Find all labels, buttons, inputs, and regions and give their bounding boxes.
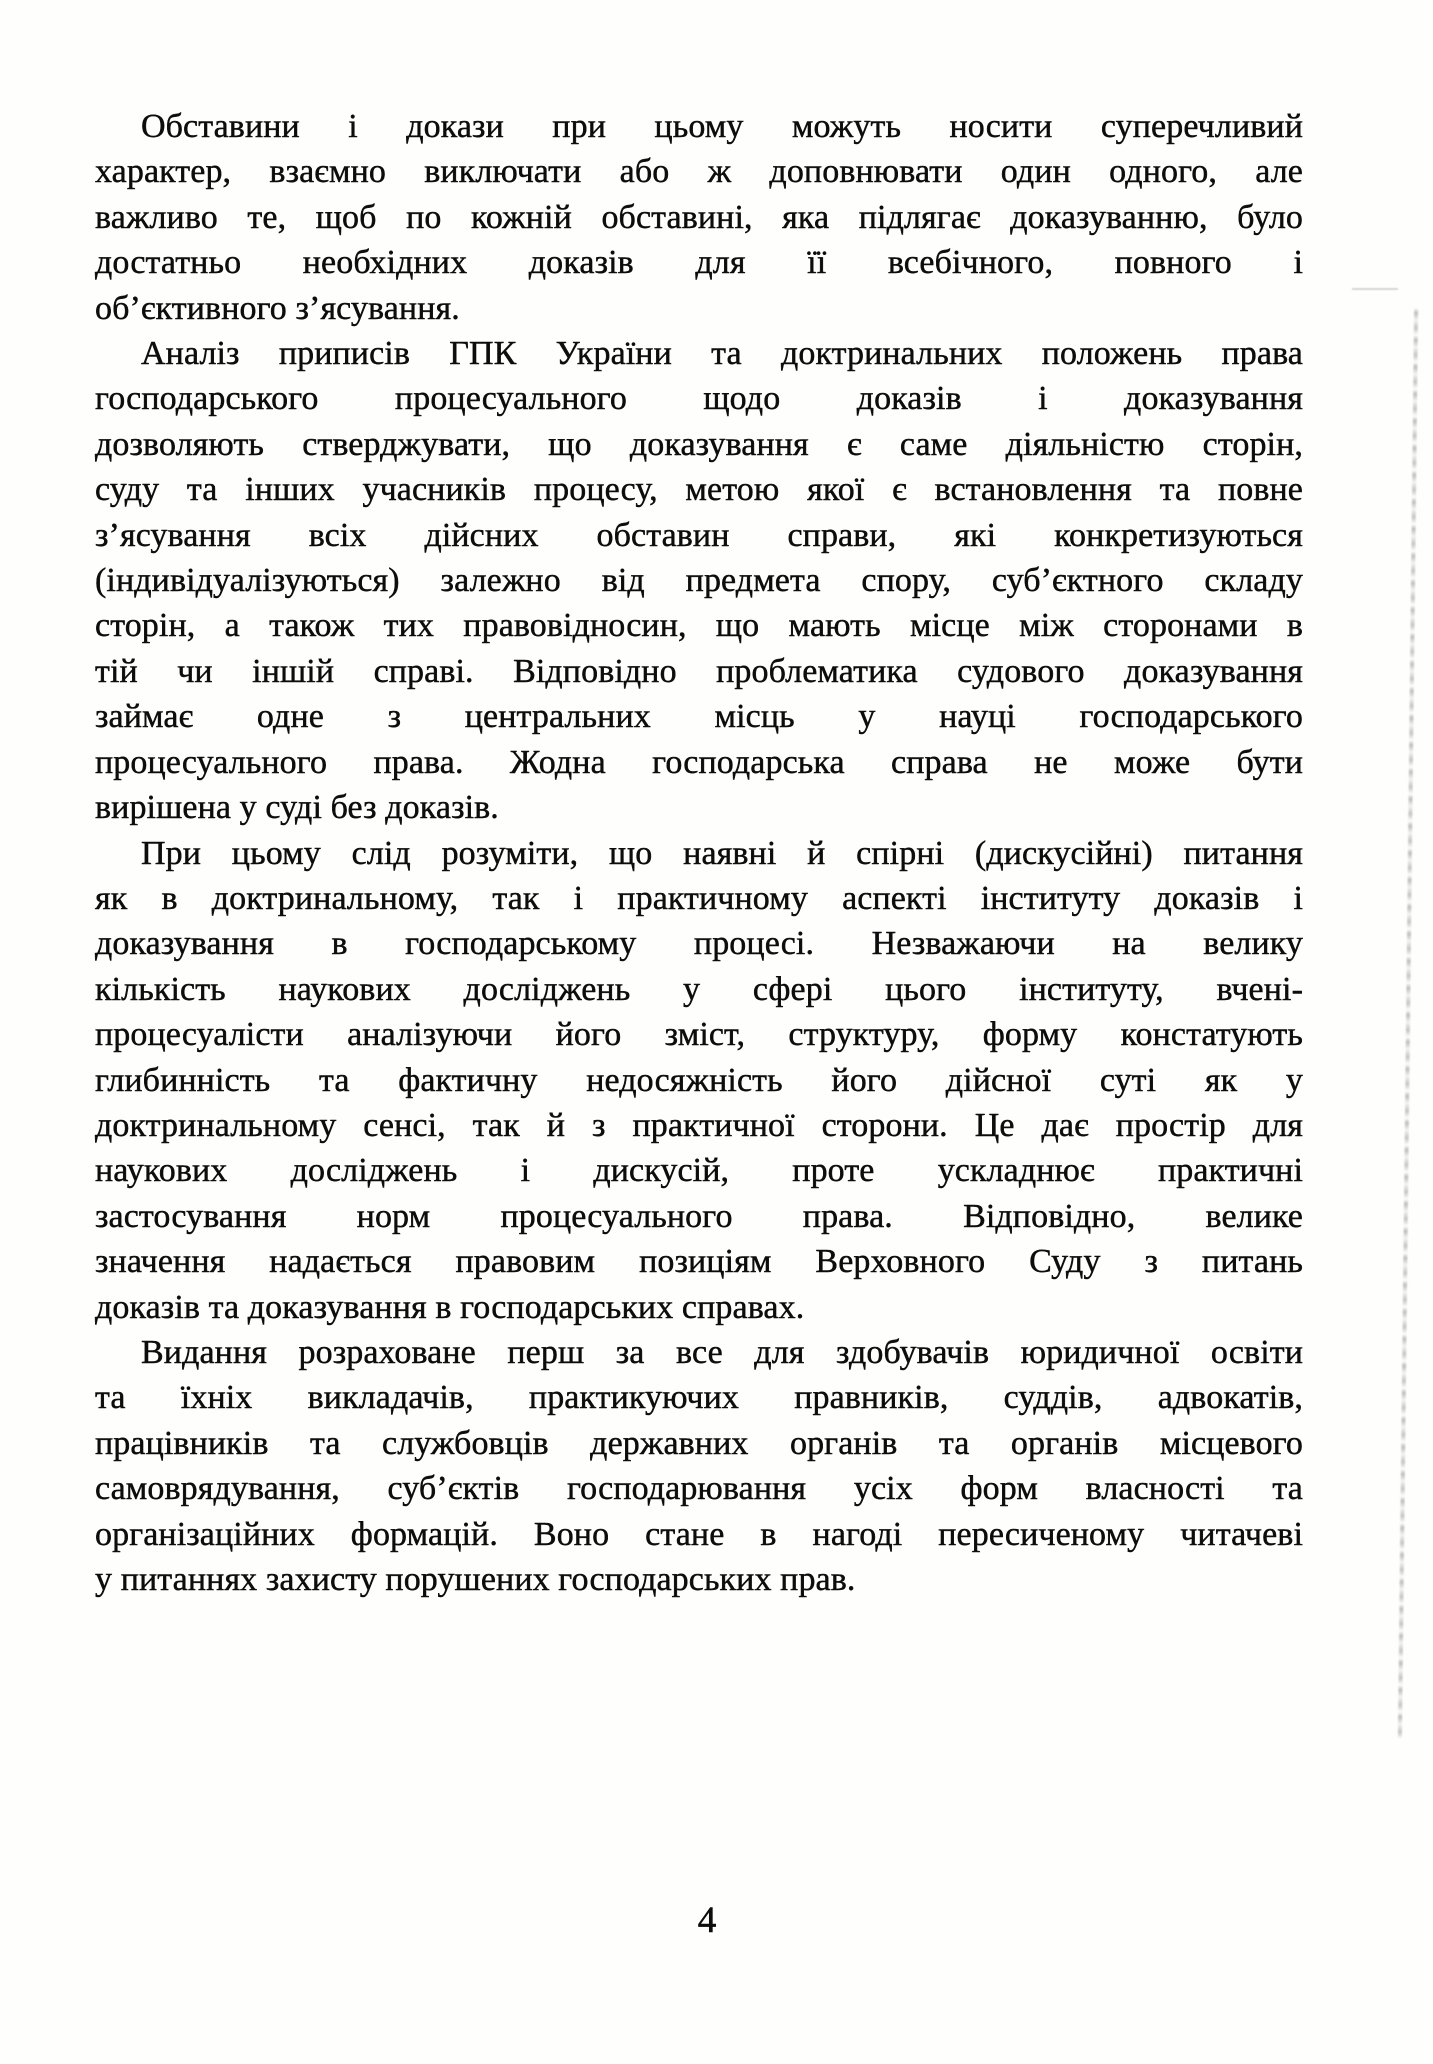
text-line: При цьому слід розуміти, що наявні й спірні (дискусійні) питання: [141, 834, 1303, 872]
text-line: сторін, а також тих правовідносин, що мають місце між сторонами в: [95, 607, 1303, 645]
text-line: дозволяють стверджувати, що доказування є саме діяльністю сторін,: [95, 425, 1303, 463]
text-line: займає одне з центральних місць у науці господарського: [95, 698, 1303, 736]
paragraph: [95, 831, 1303, 1330]
text-line: вирішена у суді без доказів.: [95, 789, 499, 827]
scan-edge-streak: [1398, 308, 1418, 1738]
paragraph: [95, 1330, 1303, 1602]
text-line: процесуального права. Жодна господарська справа не може бути: [95, 743, 1303, 781]
text-line: значення надається правовим позиціям Верховного Суду з питань: [95, 1243, 1303, 1281]
text-line: процесуалісти аналізуючи його зміст, структуру, форму констатують: [95, 1016, 1303, 1054]
text-line: у питаннях захисту порушених господарських прав.: [95, 1561, 856, 1598]
text-line: суду та інших учасників процесу, метою якої є встановлення та повне: [95, 471, 1303, 509]
paragraph: [95, 104, 1303, 331]
scan-edge-dash: [1352, 288, 1398, 290]
text-block: [95, 104, 1303, 1602]
text-line: самоврядування, суб’єктів господарювання усіх форм власності та: [95, 1470, 1303, 1508]
text-line: наукових досліджень і дискусій, проте ускладнює практичні: [95, 1152, 1303, 1190]
text-line: як в доктринальному, так і практичному аспекті інституту доказів і: [95, 879, 1303, 917]
text-line: глибинність та фактичну недосяжність його дійсної суті як у: [95, 1061, 1303, 1099]
text-line: організаційних формацій. Воно стане в нагоді пересиченому читачеві: [95, 1515, 1303, 1553]
text-line: та їхніх викладачів, практикуючих правників, суддів, адвокатів,: [95, 1379, 1303, 1417]
text-line: з’ясування всіх дійсних обставин справи, які конкретизуються: [95, 516, 1303, 554]
text-line: кількість наукових досліджень у сфері цього інституту, вчені-: [95, 970, 1303, 1008]
text-line: доктринальному сенсі, так й з практичної сторони. Це дає простір для: [95, 1106, 1303, 1144]
text-line: Видання розраховане перш за все для здобувачів юридичної освіти: [141, 1333, 1303, 1371]
text-line: об’єктивного з’ясування.: [95, 289, 460, 327]
text-line: доказування в господарському процесі. Незважаючи на велику: [95, 925, 1303, 963]
text-line: застосування норм процесуального права. Відповідно, велике: [95, 1197, 1303, 1235]
paragraph: [95, 331, 1303, 830]
page-number: 4: [697, 1900, 717, 1941]
text-line: характер, взаємно виключати або ж доповнювати один одного, але: [95, 153, 1303, 191]
text-line: Аналіз приписів ГПК України та доктринальних положень права: [141, 335, 1303, 373]
text-line: (індивідуалізуються) залежно від предмета спору, суб’єктного складу: [95, 562, 1303, 600]
text-line: працівників та службовців державних органів та органів місцевого: [95, 1424, 1303, 1462]
text-line: Обставини і докази при цьому можуть носити суперечливий: [141, 108, 1303, 145]
text-line: доказів та доказування в господарських справах.: [95, 1288, 805, 1326]
text-line: важливо те, щоб по кожній обставині, яка підлягає доказуванню, було: [95, 198, 1303, 236]
text-line: тій чи іншій справі. Відповідно проблематика судового доказування: [95, 652, 1303, 690]
text-line: господарського процесуального щодо доказів і доказування: [95, 380, 1303, 418]
text-line: достатньо необхідних доказів для її всебічного, повного і: [95, 244, 1303, 282]
